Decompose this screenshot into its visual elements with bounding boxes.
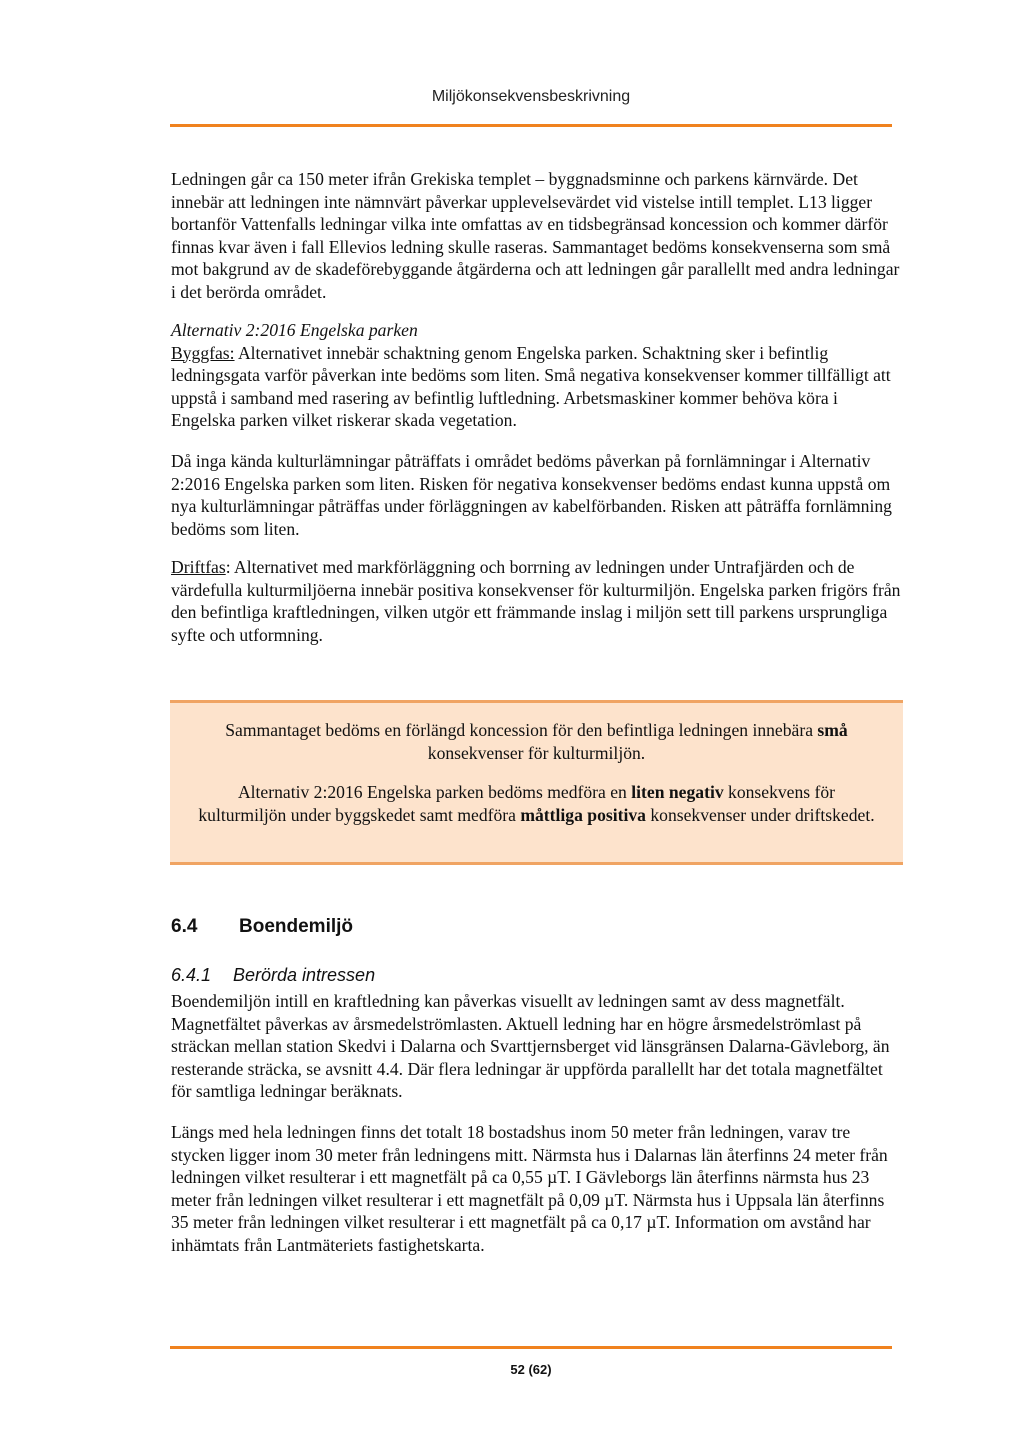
- summary-emphasis: liten negativ: [631, 782, 724, 802]
- driftfas-label: Driftfas: [171, 557, 226, 577]
- summary-text: Alternativ 2:2016 Engelska parken bedöms medföra en: [237, 782, 632, 802]
- paragraph-text: Ledningen går ca 150 meter ifrån Grekiska templet – byggnadsminne och parkens kärnvärde. Det innebär att ledningen inte nämnvärt påverkar upplevelsevärdet vid vistelse intill templet. L13 ligger bortanför Vattenfalls ledningar vilka inte omfattas av en tidsbegränsad koncession och kommer därför finnas kvar även i fall Ellevios ledning skulle raseras. Sammantaget bedöms konsekvenserna som små mot bakgrund av de skadeförebyggande åtgärderna och att ledningen går parallellt med andra ledningar i det berörda området.: [171, 169, 900, 302]
- subsection-title: Berörda intressen: [233, 965, 376, 985]
- summary-emphasis: små: [817, 720, 848, 740]
- header-title: Miljökonsekvensbeskrivning: [431, 88, 631, 105]
- byggfas-paragraph: [171, 342, 906, 432]
- paragraph-fornlamningar: [171, 450, 906, 540]
- section-title: Boendemiljö: [239, 916, 354, 937]
- byggfas-text: Alternativet innebär schaktning genom Engelska parken. Schaktning sker i befintlig ledningsgata varför påverkan inte bedöms som liten. Små negativa konsekvenser kommer tillfälligt att uppstå i samband med rasering av befintlig luftledning. Arbetsmaskiner kommer behöva köra i Engelska parken vilket riskerar skada vegetation.: [171, 342, 891, 430]
- section-number: 6.4: [171, 916, 198, 937]
- subsection-heading: [171, 965, 375, 986]
- summary-text: konsekvenser för kulturmiljön.: [427, 743, 646, 763]
- summary-text: konsekvenser under driftskedet.: [645, 805, 875, 825]
- summary-text: konsekvens för kulturmiljön under byggskedet samt medföra: [198, 782, 836, 825]
- driftfas-paragraph: [171, 556, 906, 646]
- paragraph-grekiska-templet: [171, 168, 906, 303]
- page-number: 52 (62): [510, 1362, 552, 1377]
- alternative-section: [171, 319, 906, 432]
- paragraph-boendemiljo: [171, 990, 906, 1103]
- summary-statement-2: [194, 781, 879, 827]
- paragraph-text: Boendemiljön intill en kraftledning kan påverkas visuellt av ledningen samt av dess magnetfält. Magnetfältet påverkas av årsmedelströmlasten. Aktuell ledning har en högre årsmedelströmlast på sträckan mellan station Skedvi i Dalarna och Svarttjernsberget vid länsgränsen Dalarna-Gävleborg, än resterande sträcka, se avsnitt 4.4. Där flera ledningar är uppförda parallellt har det totala magnetfältet för samtliga ledningar beräknats.: [171, 991, 890, 1101]
- summary-emphasis: måttliga positiva: [520, 805, 646, 825]
- subsection-number: 6.4.1: [171, 965, 212, 985]
- summary-box: [170, 700, 903, 865]
- driftfas-text: : Alternativet med markförläggning och borrning av ledningen under Untrafjärden och de värdefulla kulturmiljöerna innebär positiva konsekvenser för kulturmiljön. Engelska parken frigörs från den befintliga kraftledningen, vilken utgör ett främmande inslag i miljön sett till parkens ursprungliga syfte och utformning.: [171, 557, 901, 645]
- paragraph-text: Längs med hela ledningen finns det totalt 18 bostadshus inom 50 meter från ledningen, varav tre stycken ligger inom 30 meter från ledningens mitt. Närmsta hus i Dalarnas län återfinns 24 meter från ledningen vilket resulterar i ett magnetfält på ca 0,55 µT. I Gävleborgs län återfinns närmsta hus 23 meter från ledningen vilket resulterar i ett magnetfält på 0,09 µT. Närmsta hus i Uppsala län återfinns 35 meter från ledningen vilket resulterar i ett magnetfält på ca 0,17 µT. Information om avstånd har inhämtats från Lantmäteriets fastighetskarta.: [171, 1122, 888, 1255]
- summary-text: Sammantaget bedöms en förlängd koncession för den befintliga ledningen innebära: [225, 720, 818, 740]
- paragraph-bostadshus: [171, 1121, 906, 1256]
- header-rule: [170, 124, 892, 127]
- footer-rule: [170, 1346, 892, 1349]
- alternative-heading: Alternativ 2:2016 Engelska parken: [171, 320, 418, 340]
- section-heading: [171, 916, 353, 938]
- paragraph-text: Då inga kända kulturlämningar påträffats i området bedöms påverkan på fornlämningar i Alternativ 2:2016 Engelska parken som liten. Risken för negativa konsekvenser bedöms endast kunna uppstå om nya kulturlämningar påträffas under förläggningen av kabelförbanden. Risken att påträffa fornlämning bedöms som liten.: [171, 451, 892, 539]
- byggfas-label: Byggfas:: [171, 342, 235, 363]
- summary-statement-1: [194, 719, 879, 765]
